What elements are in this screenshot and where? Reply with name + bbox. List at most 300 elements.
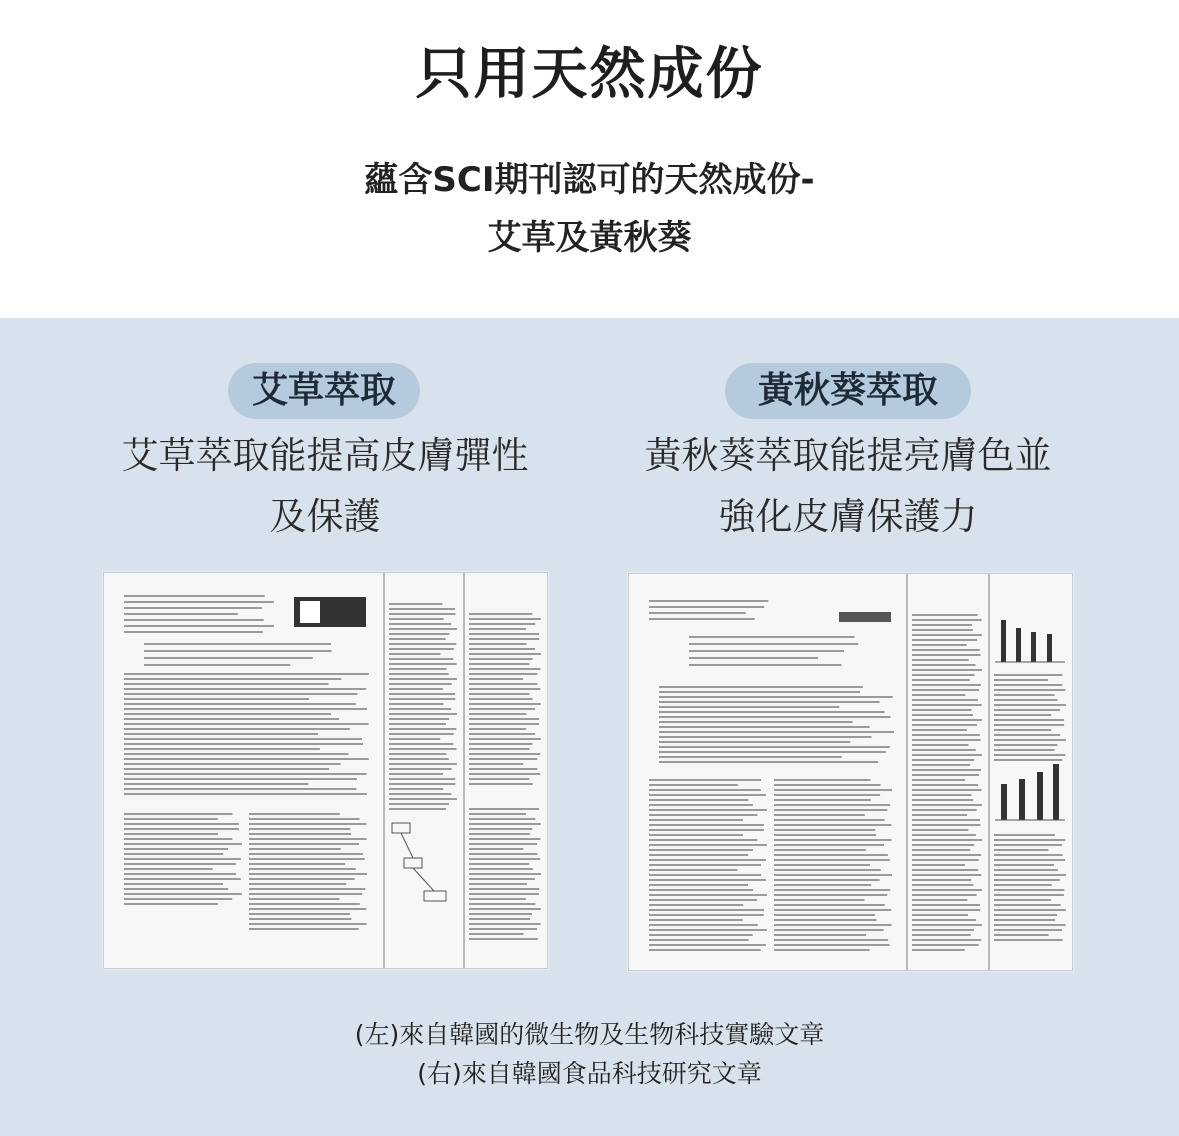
faux-text-line: [912, 884, 973, 886]
faux-text-line: [124, 858, 241, 860]
faux-text-line: [124, 773, 367, 775]
faux-text-line: [124, 868, 213, 870]
faux-text-line: [994, 704, 1066, 706]
faux-text-line: [912, 879, 971, 881]
faux-text-line: [124, 883, 223, 885]
faux-text-line: [912, 764, 970, 766]
faux-text-line: [994, 869, 1058, 871]
faux-text-line: [912, 724, 977, 726]
faux-text-line: [469, 843, 537, 845]
faux-text-line: [994, 934, 1049, 936]
faux-text-line: [124, 708, 367, 710]
faux-text-line: [124, 738, 362, 740]
faux-text-line: [912, 774, 979, 776]
faux-text-line: [469, 673, 537, 675]
faux-text-line: [124, 613, 238, 615]
faux-text-line: [912, 869, 978, 871]
faux-text-line: [469, 693, 530, 695]
faux-text-line: [774, 909, 891, 911]
faux-text-line: [469, 703, 541, 705]
faux-text-line: [469, 633, 539, 635]
faux-text-line: [249, 873, 367, 875]
faux-text-line: [774, 844, 884, 846]
faux-text-line: [659, 721, 853, 723]
faux-text-line: [912, 644, 967, 646]
faux-text-line: [994, 904, 1061, 906]
faux-text-line: [469, 888, 539, 890]
faux-text-line: [389, 718, 449, 720]
faux-text-line: [389, 703, 443, 705]
faux-text-line: [124, 683, 329, 685]
faux-text-line: [912, 909, 980, 911]
mugwort-research-paper-image: [103, 572, 548, 969]
faux-text-line: [124, 698, 309, 700]
faux-text-line: [389, 723, 446, 725]
faux-text-line: [469, 938, 538, 940]
faux-text-line: [912, 689, 979, 691]
faux-text-line: [912, 759, 974, 761]
faux-text-line: [912, 779, 965, 781]
faux-text-line: [469, 698, 533, 700]
faux-text-line: [389, 758, 449, 760]
faux-text-line: [774, 819, 885, 821]
paper-pages-illustration: [104, 573, 547, 968]
faux-text-line: [389, 793, 451, 795]
faux-text-line: [912, 694, 965, 696]
faux-text-line: [774, 924, 892, 926]
faux-text-line: [912, 634, 982, 636]
faux-text-line: [389, 608, 455, 610]
faux-text-line: [124, 678, 341, 680]
faux-text-line: [389, 713, 457, 715]
faux-text-line: [124, 898, 232, 900]
faux-text-line: [659, 751, 886, 753]
faux-text-line: [912, 674, 975, 676]
faux-text-line: [124, 863, 236, 865]
faux-text-line: [389, 638, 446, 640]
subtitle-line-1: 蘊含SCI期刊認可的天然成份-: [364, 160, 815, 200]
faux-text-line: [469, 928, 537, 930]
faux-text-line: [124, 688, 366, 690]
faux-text-line: [649, 606, 764, 608]
faux-text-line: [469, 738, 541, 740]
faux-text-line: [912, 799, 973, 801]
faux-text-line: [912, 819, 980, 821]
faux-text-line: [124, 813, 233, 815]
faux-text-line: [774, 834, 876, 836]
faux-text-line: [659, 736, 872, 738]
faux-text-line: [389, 603, 443, 605]
faux-text-line: [649, 924, 758, 926]
faux-text-line: [124, 753, 348, 755]
faux-text-line: [912, 874, 981, 876]
faux-text-line: [389, 743, 453, 745]
faux-text-line: [469, 773, 540, 775]
faux-text-line: [249, 923, 367, 925]
faux-text-line: [774, 894, 887, 896]
faux-text-line: [774, 839, 892, 841]
faux-text-line: [124, 601, 274, 603]
faux-text-line: [994, 874, 1066, 876]
faux-text-line: [994, 894, 1064, 896]
faux-text-line: [912, 769, 981, 771]
faux-text-line: [389, 668, 447, 670]
faux-text-line: [912, 839, 982, 841]
faux-text-line: [469, 903, 536, 905]
mugwort-description-line-1: 艾草萃取能提高皮膚彈性: [121, 434, 529, 477]
faux-text-line: [649, 834, 743, 836]
faux-text-line: [994, 739, 1066, 741]
faux-text-line: [994, 879, 1060, 881]
faux-text-line: [389, 753, 446, 755]
faux-text-line: [469, 898, 526, 900]
faux-text-line: [994, 909, 1066, 911]
faux-text-line: [912, 719, 982, 721]
faux-text-line: [249, 903, 360, 905]
faux-text-line: [389, 748, 456, 750]
faux-text-line: [469, 823, 541, 825]
faux-text-line: [249, 818, 360, 820]
faux-text-line: [389, 728, 456, 730]
faux-text-line: [469, 758, 537, 760]
faux-text-line: [649, 904, 743, 906]
faux-text-line: [469, 648, 535, 650]
faux-text-line: [124, 703, 356, 705]
page-title: 只用天然成份: [415, 42, 764, 107]
faux-text-line: [124, 853, 223, 855]
caption-left-source: (左)來自韓國的微生物及生物科技實驗文章: [354, 1020, 825, 1049]
faux-text-line: [912, 914, 968, 916]
faux-text-line: [649, 939, 749, 941]
faux-text-line: [994, 839, 1065, 841]
faux-text-line: [469, 613, 532, 615]
faux-text-line: [912, 744, 969, 746]
faux-text-line: [469, 768, 538, 770]
faux-text-line: [124, 788, 356, 790]
faux-text-line: [469, 708, 535, 710]
faux-text-line: [649, 874, 761, 876]
faux-text-line: [912, 804, 982, 806]
faux-text-line: [994, 689, 1065, 691]
faux-text-line: [389, 803, 449, 805]
faux-text-line: [124, 693, 358, 695]
faux-text-line: [144, 657, 313, 659]
faux-text-line: [774, 814, 865, 816]
faux-text-line: [389, 808, 446, 810]
faux-text-line: [389, 783, 455, 785]
faux-text-line: [774, 934, 866, 936]
faux-text-line: [649, 819, 743, 821]
faux-text-line: [469, 838, 540, 840]
faux-text-line: [912, 939, 981, 941]
faux-text-line: [994, 699, 1058, 701]
faux-text-line: [389, 623, 451, 625]
faux-text-line: [649, 949, 761, 951]
faux-text-line: [649, 864, 761, 866]
faux-text-line: [144, 664, 290, 666]
faux-text-line: [689, 664, 842, 666]
faux-text-line: [389, 643, 456, 645]
faux-text-line: [249, 813, 340, 815]
faux-text-line: [912, 704, 982, 706]
faux-text-line: [469, 643, 527, 645]
faux-text-line: [649, 839, 757, 841]
faux-text-line: [389, 763, 457, 765]
faux-text-line: [469, 668, 540, 670]
faux-text-line: [689, 657, 818, 659]
faux-text-line: [649, 884, 748, 886]
faux-text-line: [469, 638, 539, 640]
faux-text-line: [994, 744, 1057, 746]
faux-text-line: [469, 923, 541, 925]
faux-text-line: [994, 734, 1060, 736]
faux-text-line: [389, 683, 452, 685]
faux-text-line: [649, 600, 768, 602]
faux-text-line: [469, 873, 541, 875]
faux-text-line: [649, 914, 764, 916]
faux-text-line: [649, 849, 753, 851]
faux-text-line: [124, 763, 341, 765]
faux-text-line: [994, 939, 1063, 941]
faux-text-line: [249, 888, 365, 890]
header-section: [0, 0, 1179, 318]
faux-text-line: [659, 716, 891, 718]
faux-text-line: [994, 729, 1051, 731]
faux-text-line: [649, 929, 767, 931]
faux-text-line: [649, 889, 753, 891]
faux-text-line: [912, 729, 967, 731]
faux-text-line: [249, 908, 366, 910]
faux-text-line: [912, 664, 976, 666]
faux-text-line: [659, 726, 870, 728]
faux-text-line: [994, 854, 1063, 856]
faux-text-line: [124, 893, 242, 895]
faux-text-line: [649, 829, 764, 831]
faux-text-line: [659, 746, 890, 748]
faux-text-line: [249, 918, 351, 920]
faux-text-line: [912, 684, 981, 686]
faux-text-line: [649, 784, 738, 786]
faux-text-line: [659, 711, 885, 713]
faux-text-line: [994, 924, 1066, 926]
faux-text-line: [469, 728, 526, 730]
faux-text-line: [469, 868, 533, 870]
faux-text-line: [124, 595, 265, 597]
faux-text-line: [389, 738, 440, 740]
faux-text-line: [659, 686, 863, 688]
faux-text-line: [774, 879, 880, 881]
faux-text-line: [912, 894, 977, 896]
faux-text-line: [912, 924, 982, 926]
faux-text-line: [469, 718, 539, 720]
faux-text-line: [469, 818, 535, 820]
faux-text-line: [994, 834, 1055, 836]
faux-text-line: [912, 619, 982, 621]
faux-text-line: [994, 914, 1057, 916]
faux-text-line: [249, 843, 359, 845]
faux-text-line: [649, 899, 757, 901]
faux-text-line: [912, 734, 980, 736]
faux-text-line: [649, 809, 767, 811]
faux-text-line: [124, 878, 241, 880]
faux-text-line: [912, 649, 980, 651]
faux-text-line: [649, 804, 753, 806]
faux-text-line: [689, 636, 855, 638]
faux-text-line: [249, 893, 362, 895]
faux-text-line: [912, 714, 973, 716]
faux-text-line: [994, 754, 1065, 756]
faux-text-line: [249, 898, 340, 900]
faux-text-line: [912, 789, 982, 791]
faux-text-line: [912, 784, 978, 786]
faux-text-line: [124, 768, 329, 770]
faux-text-line: [774, 914, 875, 916]
faux-text-line: [912, 824, 980, 826]
faux-text-line: [249, 828, 350, 830]
faux-text-line: [469, 623, 535, 625]
faux-text-line: [912, 949, 965, 951]
faux-text-line: [469, 813, 526, 815]
faux-text-line: [124, 828, 239, 830]
faux-text-line: [912, 669, 982, 671]
faux-text-line: [774, 789, 892, 791]
faux-text-line: [124, 718, 339, 720]
okra-description-line-1: 黃秋葵萃取能提亮膚色並: [644, 434, 1052, 477]
faux-text-line: [124, 607, 262, 609]
faux-text-line: [144, 650, 332, 652]
faux-text-line: [469, 628, 526, 630]
faux-text-line: [469, 883, 527, 885]
faux-text-line: [389, 618, 444, 620]
faux-text-line: [389, 733, 454, 735]
faux-text-line: [912, 889, 982, 891]
faux-text-line: [124, 673, 369, 675]
faux-text-line: [389, 693, 455, 695]
faux-text-line: [649, 944, 766, 946]
faux-text-line: [469, 653, 541, 655]
faux-text-line: [912, 849, 970, 851]
faux-text-line: [994, 849, 1048, 851]
faux-text-line: [124, 818, 218, 820]
faux-text-line: [994, 899, 1051, 901]
faux-text-line: [389, 768, 452, 770]
faux-text-line: [124, 723, 369, 725]
faux-text-line: [994, 684, 1062, 686]
faux-text-line: [649, 879, 766, 881]
faux-text-line: [774, 874, 892, 876]
faux-text-line: [774, 794, 880, 796]
faux-text-line: [649, 909, 764, 911]
faux-text-line: [469, 913, 532, 915]
faux-text-line: [774, 824, 891, 826]
faux-text-line: [124, 619, 264, 621]
faux-text-line: [249, 913, 350, 915]
faux-text-line: [249, 928, 359, 930]
faux-text-line: [469, 858, 540, 860]
faux-text-line: [124, 758, 369, 760]
faux-text-line: [389, 773, 443, 775]
faux-text-line: [659, 691, 860, 693]
faux-text-line: [912, 749, 976, 751]
faux-text-line: [249, 883, 346, 885]
faux-text-line: [469, 808, 539, 810]
faux-text-line: [469, 678, 523, 680]
faux-text-line: [469, 833, 530, 835]
faux-text-line: [912, 654, 981, 656]
faux-text-line: [659, 761, 878, 763]
faux-text-line: [659, 756, 842, 758]
faux-text-line: [124, 631, 263, 633]
faux-text-line: [469, 933, 524, 935]
faux-text-line: [912, 709, 972, 711]
faux-text-line: [689, 643, 858, 645]
faux-text-line: [469, 893, 539, 895]
faux-text-line: [469, 723, 539, 725]
faux-text-line: [649, 859, 766, 861]
faux-text-line: [659, 706, 839, 708]
faux-text-line: [469, 918, 530, 920]
faux-text-line: [469, 688, 540, 690]
faux-text-line: [649, 854, 748, 856]
faux-text-line: [994, 724, 1064, 726]
faux-text-line: [389, 673, 449, 675]
faux-text-line: [912, 794, 971, 796]
faux-text-line: [469, 908, 541, 910]
faux-text-line: [249, 838, 367, 840]
faux-text-line: [649, 618, 755, 620]
faux-text-line: [659, 731, 894, 733]
faux-text-line: [912, 834, 976, 836]
faux-text-line: [389, 658, 453, 660]
faux-text-line: [469, 733, 535, 735]
faux-text-line: [144, 643, 331, 645]
faux-text-line: [774, 919, 876, 921]
faux-text-line: [124, 728, 350, 730]
faux-text-line: [774, 849, 866, 851]
faux-text-line: [249, 853, 363, 855]
faux-text-line: [649, 824, 764, 826]
faux-text-line: [774, 829, 875, 831]
faux-text-line: [912, 814, 967, 816]
faux-text-line: [994, 919, 1055, 921]
faux-text-line: [389, 698, 455, 700]
faux-text-line: [994, 674, 1062, 676]
faux-text-line: [469, 618, 541, 620]
paper-pages-illustration: [629, 574, 1072, 970]
faux-text-line: [389, 708, 451, 710]
faux-text-line: [994, 844, 1062, 846]
faux-text-line: [469, 713, 526, 715]
mugwort-description-line-2: 及保護: [269, 495, 381, 538]
faux-text-line: [249, 858, 365, 860]
faux-text-line: [912, 624, 972, 626]
mugwort-extract-badge: 艾草萃取: [228, 363, 420, 419]
faux-text-line: [469, 783, 533, 785]
faux-text-line: [124, 748, 320, 750]
faux-text-line: [912, 614, 978, 616]
faux-text-line: [124, 838, 232, 840]
faux-text-line: [994, 889, 1064, 891]
faux-text-line: [124, 903, 218, 905]
faux-text-line: [912, 864, 965, 866]
faux-text-line: [774, 854, 888, 856]
faux-text-line: [659, 701, 880, 703]
faux-text-line: [912, 899, 967, 901]
faux-text-line: [124, 873, 236, 875]
faux-text-line: [912, 659, 969, 661]
faux-text-line: [994, 759, 1062, 761]
faux-text-line: [912, 739, 981, 741]
